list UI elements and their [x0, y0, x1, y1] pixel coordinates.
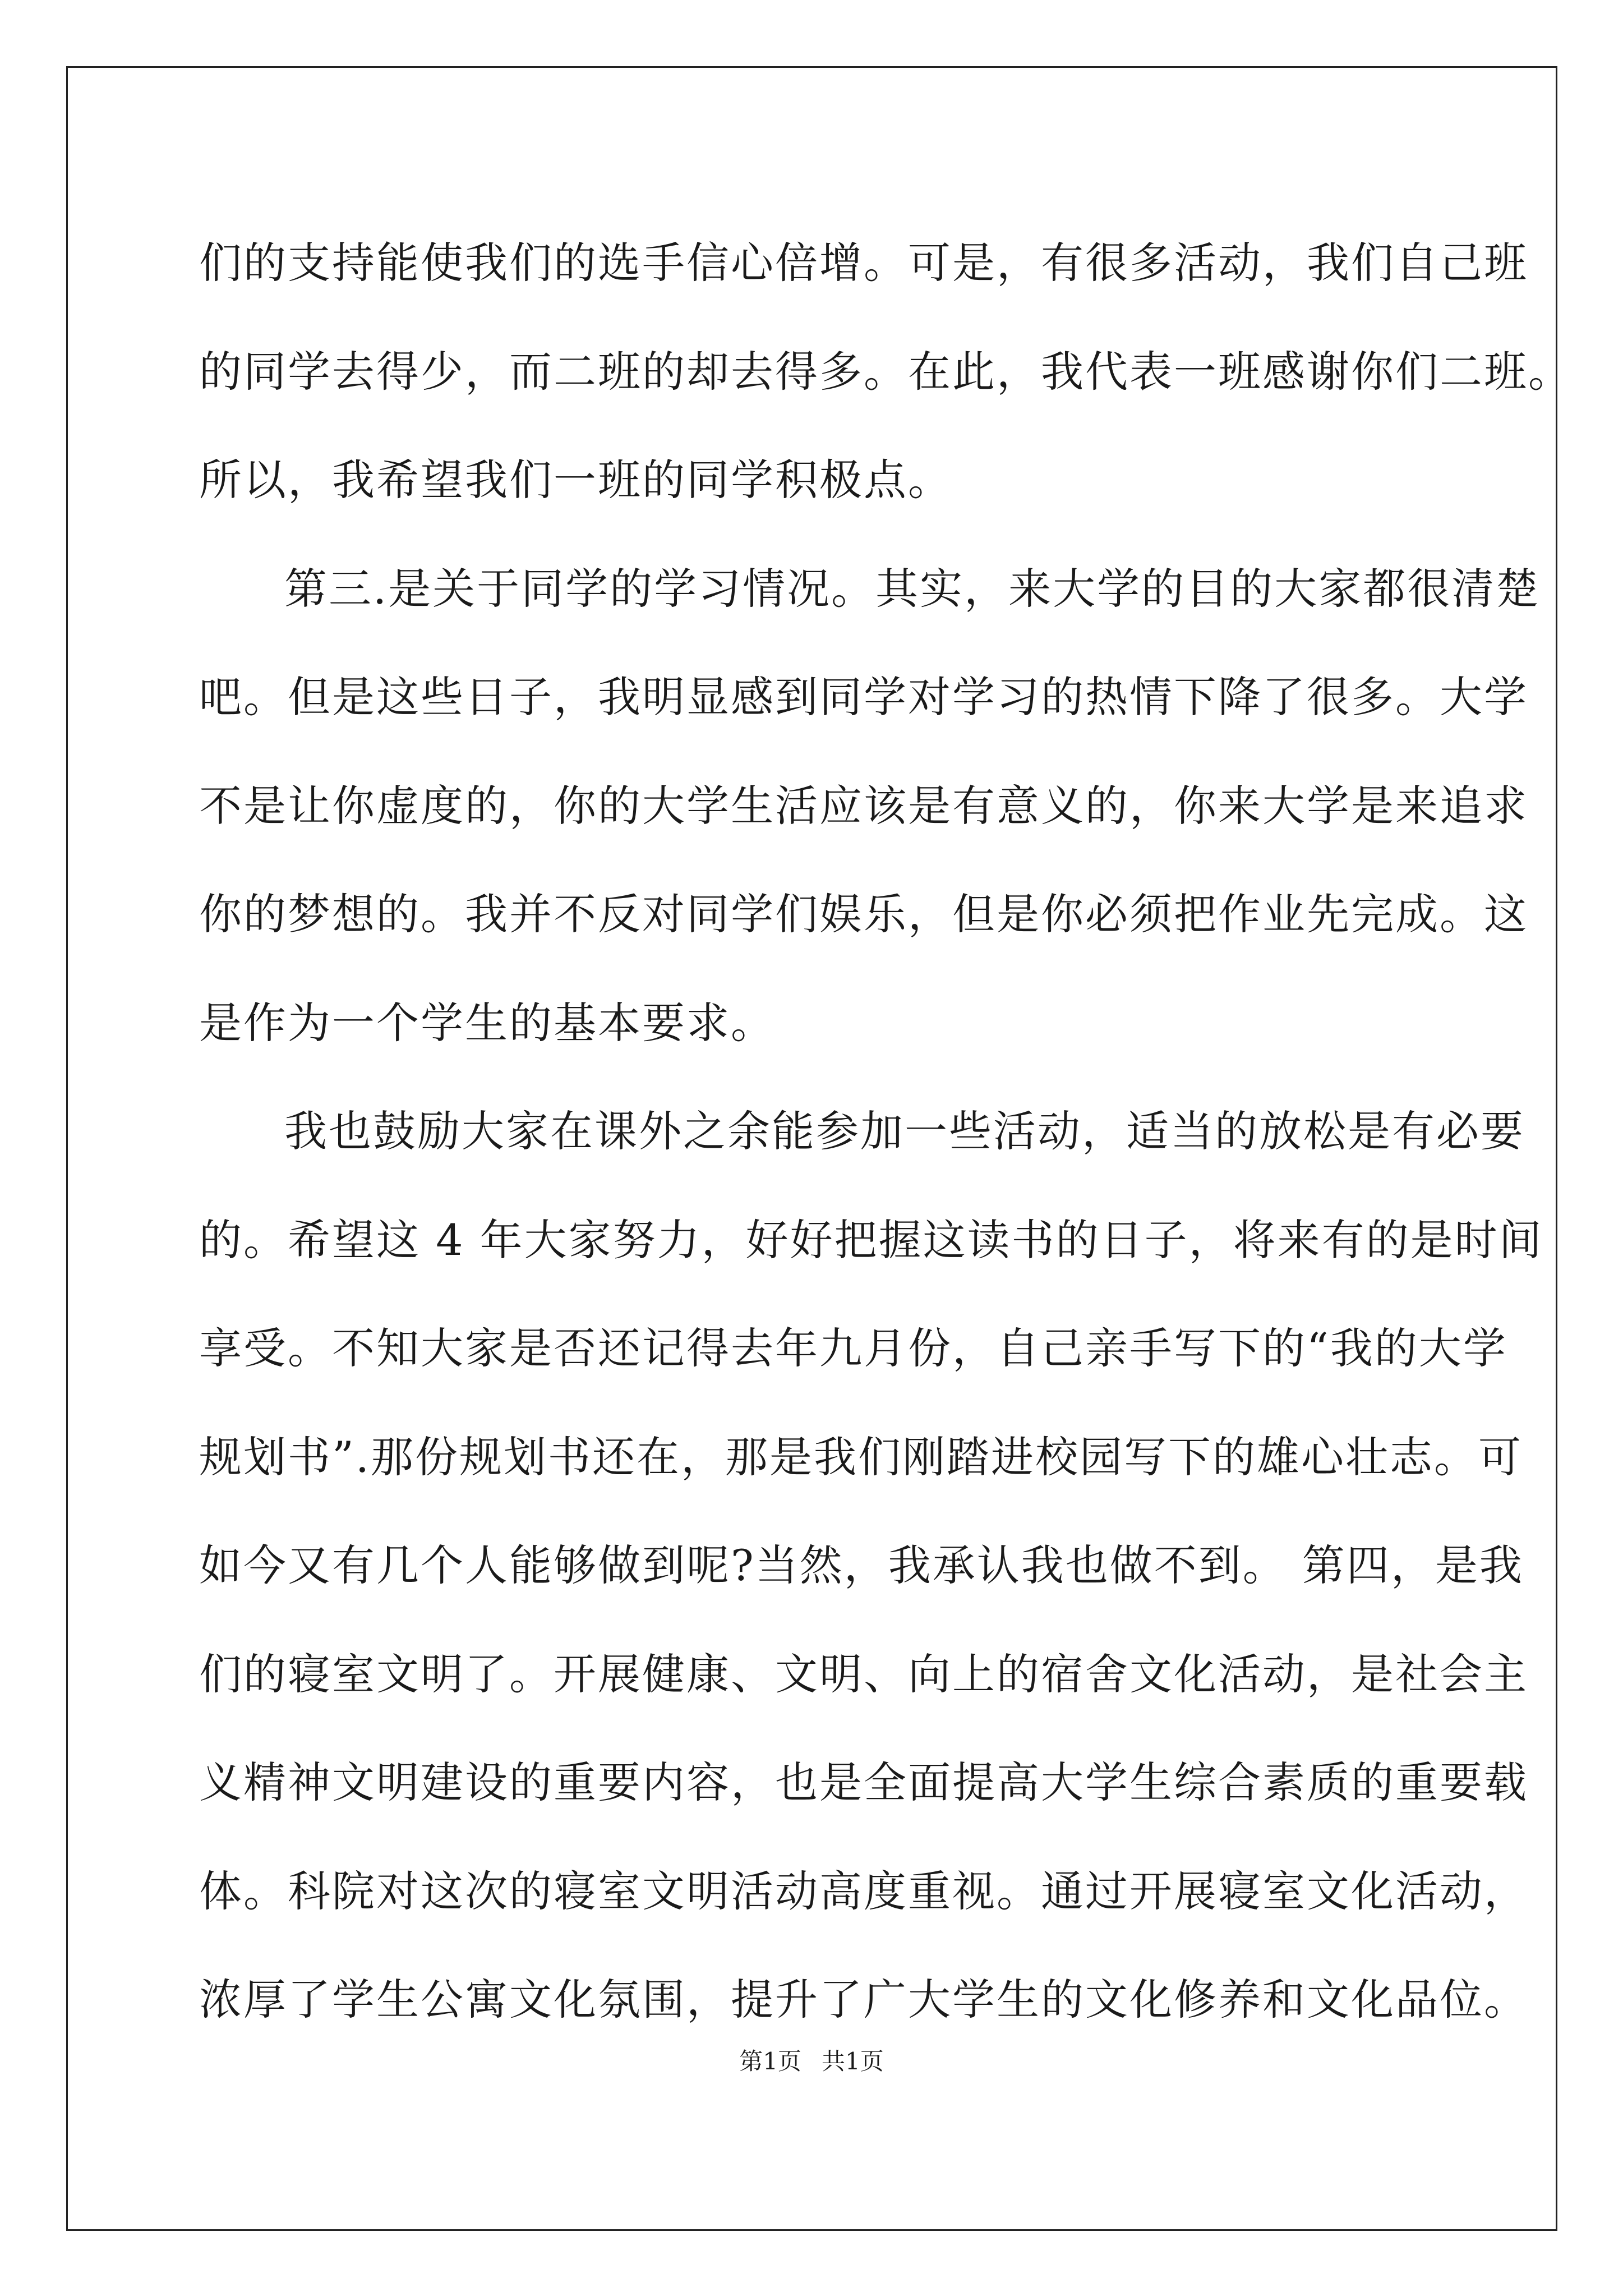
text-line: 的。希望这 4 年大家努力，好好把握这读书的日子，将来有的是时间	[199, 1214, 1543, 1265]
text-line: 是作为一个学生的基本要求。	[199, 997, 775, 1048]
text-line: 义精神文明建设的重要内容，也是全面提高大学生综合素质的重要载	[199, 1757, 1528, 1807]
text-line: 的同学去得少，而二班的却去得多。在此，我代表一班感谢你们二班。	[199, 346, 1573, 397]
page-footer	[0, 2045, 1623, 2078]
text-line: 们的支持能使我们的选手信心倍增。可是，有很多活动，我们自己班	[199, 238, 1528, 288]
text-line: 体。科院对这次的寝室文明活动高度重视。通过开展寝室文化活动，	[199, 1866, 1528, 1916]
text-line: 规划书”.那份规划书还在，那是我们刚踏进校园写下的雄心壮志。可	[199, 1432, 1523, 1482]
text-line: 们的寝室文明了。开展健康、文明、向上的宿舍文化活动，是社会主	[199, 1649, 1528, 1699]
text-line: 享受。不知大家是否还记得去年九月份，自己亲手写下的“我的大学	[199, 1323, 1507, 1373]
text-line: 吧。但是这些日子，我明显感到同学对学习的热情下降了很多。大学	[199, 672, 1528, 722]
text-line: 浓厚了学生公寓文化氛围，提升了广大学生的文化修养和文化品位。	[199, 1975, 1528, 2024]
text-line: 所以，我希望我们一班的同学积极点。	[199, 455, 952, 505]
page-number-current: 第1页	[739, 2047, 801, 2075]
text-line: 我也鼓励大家在课外之余能参加一些活动，适当的放松是有必要	[284, 1106, 1525, 1156]
page-number-total: 共1页	[822, 2047, 884, 2075]
text-line: 不是让你虚度的，你的大学生活应该是有意义的，你来大学是来追求	[199, 780, 1528, 831]
text-line: 如今又有几个人能够做到呢?当然，我承认我也做不到。 第四，是我	[199, 1540, 1524, 1590]
document-body	[199, 209, 1573, 2054]
text-line: 你的梦想的。我并不反对同学们娱乐，但是你必须把作业先完成。这	[199, 889, 1528, 939]
text-line: 第三.是关于同学的学习情况。其实，来大学的目的大家都很清楚	[284, 563, 1541, 614]
